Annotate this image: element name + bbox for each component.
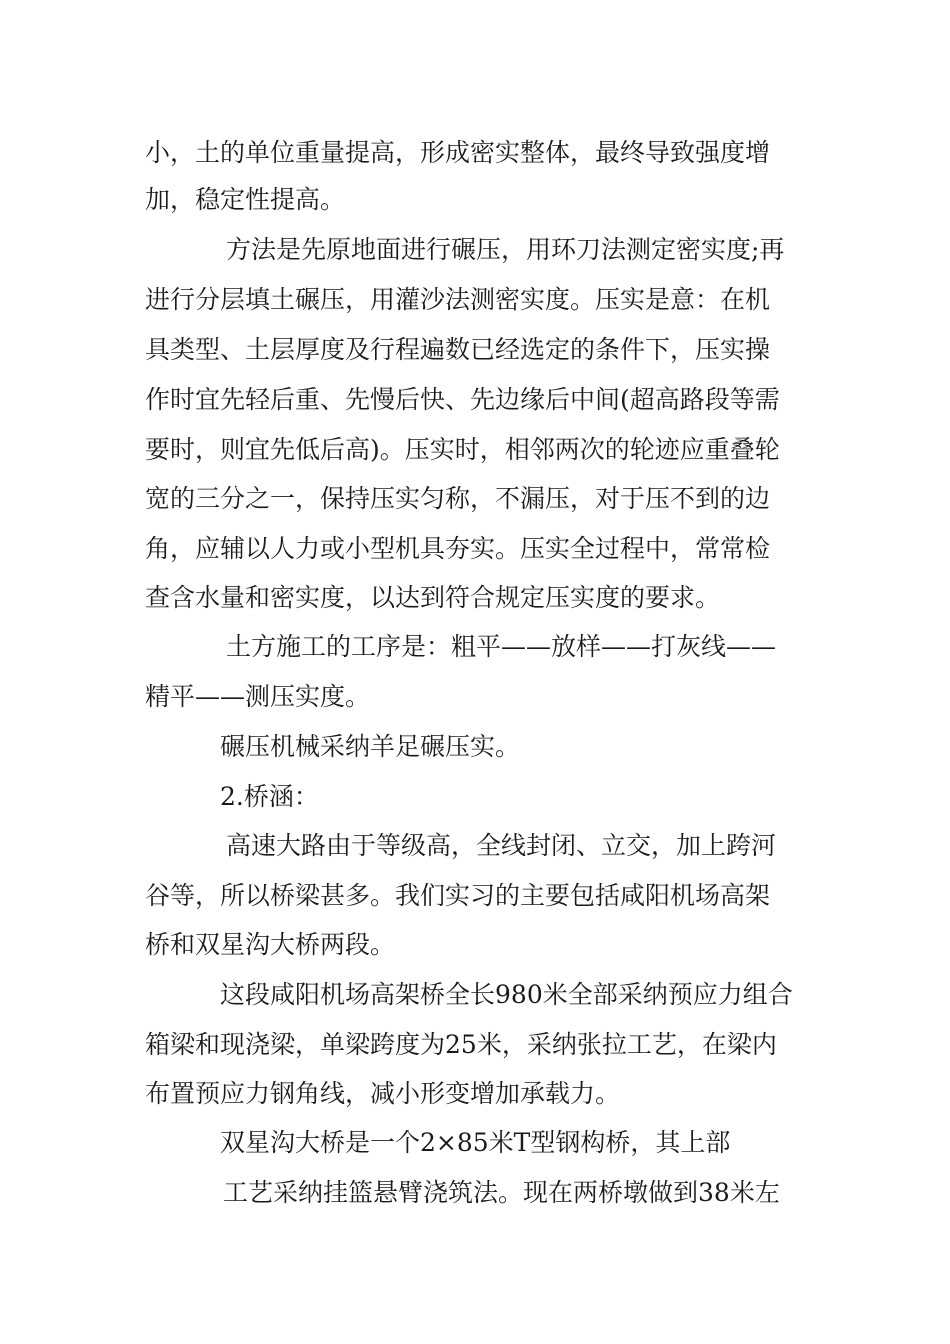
paragraph-first-line: 土方施工的工序是：粗平——放样——打灰线—— xyxy=(226,632,777,661)
text-line: 角，应辅以人力或小型机具夯实。压实全过程中，常常检 xyxy=(145,534,771,563)
text-line: 加，稳定性提高。 xyxy=(145,185,346,214)
text-line: 查含水量和密实度，以达到符合规定压实度的要求。 xyxy=(145,583,721,612)
text-line: 箱梁和现浇梁，单梁跨度为25米，采纳张拉工艺，在梁内 xyxy=(145,1030,777,1059)
text-line: 工艺采纳挂篮悬臂浇筑法。现在两桥墩做到38米左 xyxy=(223,1178,780,1207)
paragraph-first-line: 方法是先原地面进行碾压，用环刀法测定密实度;再 xyxy=(226,235,785,264)
text-line: 具类型、土层厚度及行程遍数已经选定的条件下，压实操 xyxy=(145,335,771,364)
text-line: 要时，则宜先低后高)。压实时，相邻两次的轮迹应重叠轮 xyxy=(145,435,780,464)
text-line: 小，土的单位重量提高，形成密实整体，最终导致强度增 xyxy=(145,138,771,167)
text-line: 进行分层填土碾压，用灌沙法测密实度。压实是意：在机 xyxy=(145,285,771,314)
text-line: 桥和双星沟大桥两段。 xyxy=(145,930,396,959)
paragraph-first-line: 这段咸阳机场高架桥全长980米全部采纳预应力组合 xyxy=(220,980,793,1009)
paragraph-first-line: 双星沟大桥是一个2×85米T型钢构桥，其上部 xyxy=(220,1128,731,1157)
paragraph-first-line: 高速大路由于等级高，全线封闭、立交，加上跨河 xyxy=(226,831,777,860)
text-line: 作时宜先轻后重、先慢后快、先边缘后中间(超高路段等需 xyxy=(145,385,780,414)
section-heading: 2.桥涵： xyxy=(220,782,319,811)
paragraph-first-line: 碾压机械采纳羊足碾压实。 xyxy=(220,732,521,761)
text-line: 精平——测压实度。 xyxy=(145,682,371,711)
text-line: 布置预应力钢角线，减小形变增加承载力。 xyxy=(145,1079,621,1108)
text-line: 宽的三分之一，保持压实匀称，不漏压，对于压不到的边 xyxy=(145,484,771,513)
text-line: 谷等，所以桥梁甚多。我们实习的主要包括咸阳机场高架 xyxy=(145,881,771,910)
